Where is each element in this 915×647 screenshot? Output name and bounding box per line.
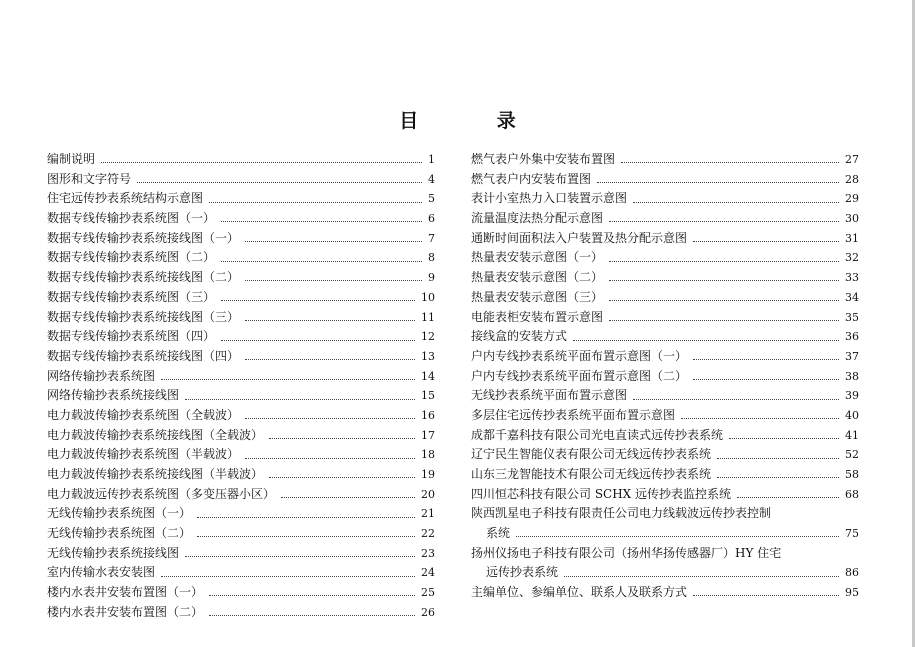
toc-entry[interactable] [471,170,859,190]
toc-entry[interactable] [47,603,435,623]
toc-entry-page: 39 [845,389,859,403]
toc-entry-label: 网络传输抄表系统图 [47,368,156,383]
toc-entry-page: 28 [845,172,859,186]
dot-leader [281,497,415,498]
toc-entry-page: 9 [428,271,435,285]
toc-entry-page: 18 [421,448,435,462]
toc-entry-page: 23 [421,546,435,560]
toc-entry-label: 热量表安装示意图（二） [471,270,604,285]
toc-entry-label: 陕西凯星电子科技有限责任公司电力线载波远传抄表控制 [471,506,772,521]
toc-entry-page: 29 [845,192,859,206]
toc-entry-label: 辽宁民生智能仪表有限公司无线远传抄表系统 [471,447,712,462]
dot-leader [245,418,415,419]
toc-entry[interactable] [47,327,435,347]
toc-entry[interactable] [47,406,435,426]
toc-entry[interactable] [47,524,435,544]
toc-entry-label: 电力载波传输抄表系统图（全载波） [47,407,240,422]
toc-entry[interactable] [471,524,859,544]
toc-entry-label: 远传抄表系统 [486,565,559,580]
toc-entry-page: 14 [421,369,435,383]
toc-entry-label: 热量表安装示意图（一） [471,250,604,265]
toc-entry-page: 19 [421,468,435,481]
toc-entry-page: 27 [845,153,859,166]
toc-entry-page: 13 [421,349,435,363]
toc-entry[interactable] [471,426,859,446]
toc-entry[interactable] [471,485,859,505]
toc-entry-label: 无线传输抄表系统图（二） [47,526,192,541]
toc-entry[interactable] [47,170,435,190]
toc-entry-label: 电能表柜安装布置示意图 [471,309,604,324]
dot-leader [681,418,839,419]
dot-leader [245,359,415,360]
toc-entry-page: 41 [845,428,859,442]
toc-entry-label: 数据专线传输抄表系统接线图（四） [47,348,240,363]
dot-leader [221,261,422,262]
toc-entry[interactable] [471,229,859,249]
toc-entry-label: 电力载波传输抄表系统图（半载波） [47,447,240,462]
dot-leader [209,615,415,616]
dot-leader [717,458,839,459]
toc-entry-page: 21 [421,507,435,521]
toc-entry-page: 33 [845,271,859,285]
toc-entry-label: 表计小室热力入口装置示意图 [471,191,628,206]
dot-leader [597,182,839,183]
toc-entry-page: 40 [845,408,859,422]
toc-entry-label: 接线盒的安装方式 [471,329,568,344]
toc-entry-page: 25 [421,586,435,600]
toc-entry[interactable] [47,386,435,406]
toc-entry[interactable] [47,445,435,465]
toc-entry-label: 数据专线传输抄表系统接线图（三） [47,309,240,324]
toc-entry-label: 室内传输水表安装图 [47,565,156,580]
toc-entry-page: 20 [421,487,435,501]
dot-leader [737,497,839,498]
dot-leader [137,182,422,183]
toc-entry-page: 86 [845,566,859,580]
dot-leader [161,379,415,380]
dot-leader [209,202,422,203]
toc-entry-page: 7 [428,231,435,245]
dot-leader [197,536,415,537]
toc-entry-label: 无线抄表系统平面布置示意图 [471,388,628,403]
toc-entry[interactable] [47,465,435,485]
toc-entry-page: 6 [428,212,435,226]
dot-leader [693,595,839,596]
toc-entry-label: 户内专线抄表系统平面布置示意图（二） [471,368,688,383]
toc-entry[interactable] [47,288,435,308]
toc-entry-page: 38 [845,369,859,383]
dot-leader [564,576,839,577]
toc-entry-page: 95 [845,586,859,600]
toc-entry[interactable] [47,426,435,446]
toc-entry-label: 无线传输抄表系统图（一） [47,506,192,521]
toc-entry[interactable] [47,347,435,367]
toc-entry[interactable] [47,209,435,229]
dot-leader [573,340,839,341]
dot-leader [221,300,415,301]
toc-entry[interactable] [471,268,859,288]
toc-entry[interactable] [471,288,859,308]
toc-entry-label: 流量温度法热分配示意图 [471,211,604,226]
toc-entry-page: 8 [428,251,435,265]
dot-leader [209,595,415,596]
dot-leader [729,438,839,439]
toc-entry-label: 楼内水表井安装布置图（一） [47,585,204,600]
toc-entry[interactable] [471,563,859,583]
toc-entry-page: 22 [421,527,435,541]
toc-entry-label: 燃气表户外集中安装布置图 [471,152,616,166]
toc-entry-page: 1 [428,153,435,166]
toc-entry-page: 4 [428,172,435,186]
toc-entry[interactable] [47,544,435,564]
dot-leader [621,162,839,163]
toc-entry[interactable] [471,308,859,328]
toc-entry-label: 数据专线传输抄表系统图（二） [47,250,216,265]
toc-entry-label: 数据专线传输抄表系统图（三） [47,289,216,304]
toc-entry-label: 电力载波传输抄表系统接线图（半载波） [47,467,264,481]
toc-entry-label: 热量表安装示意图（三） [471,289,604,304]
dot-leader [269,438,415,439]
dot-leader [609,261,839,262]
toc-entry-label: 图形和文字符号 [47,171,132,186]
dot-leader [516,536,839,537]
toc-entry-label: 数据专线传输抄表系统图（四） [47,329,216,344]
dot-leader [693,359,839,360]
toc-entry[interactable] [47,308,435,328]
toc-entry[interactable] [471,406,859,426]
toc-entry[interactable] [471,248,859,268]
toc-entry-label: 成都千嘉科技有限公司光电直读式远传抄表系统 [471,427,724,442]
toc-entry[interactable] [47,485,435,505]
toc-entry-label: 山东三龙智能技术有限公司无线远传抄表系统 [471,467,712,481]
toc-entry-page: 75 [845,527,859,541]
dot-leader [269,477,415,478]
toc-entry-label: 编制说明 [47,152,96,166]
toc-entry-page: 52 [845,448,859,462]
dot-leader [185,556,415,557]
toc-entry[interactable] [47,563,435,583]
toc-entry[interactable] [471,583,859,603]
toc-entry-label: 数据专线传输抄表系统接线图（一） [47,230,240,245]
toc-entry-label: 多层住宅远传抄表系统平面布置示意图 [471,407,676,422]
toc-entry-page: 11 [421,310,435,324]
toc-entry-label: 扬州仪扬电子科技有限公司（扬州华扬传感器厂）HY 住宅 [471,545,782,560]
toc-entry[interactable] [471,544,859,564]
dot-leader [609,221,839,222]
toc-entry-label: 楼内水表井安装布置图（二） [47,604,204,619]
dot-leader [221,221,422,222]
toc-left-column [47,150,435,623]
dot-leader [633,202,839,203]
dot-leader [245,320,415,321]
toc-entry-label: 无线传输抄表系统接线图 [47,545,180,560]
toc-entry-page: 31 [845,231,859,245]
toc-entry[interactable] [47,248,435,268]
dot-leader [245,458,415,459]
toc-entry[interactable] [471,386,859,406]
dot-leader [245,280,422,281]
toc-entry-label: 主编单位、参编单位、联系人及联系方式 [471,585,688,600]
toc-entry[interactable] [47,583,435,603]
page-title: 目 录 [399,110,552,132]
toc-entry-page: 15 [421,389,435,403]
dot-leader [161,576,415,577]
toc-entry-page: 58 [845,468,859,481]
toc-entry-label: 网络传输抄表系统接线图 [47,388,180,403]
dot-leader [693,379,839,380]
dot-leader [633,399,839,400]
toc-entry-page: 16 [421,408,435,422]
toc-entry-page: 26 [421,605,435,619]
dot-leader [185,399,415,400]
toc-entry[interactable] [47,268,435,288]
toc-right-column [471,150,859,603]
toc-entry[interactable] [47,229,435,249]
toc-entry-label: 住宅远传抄表系统结构示意图 [47,191,204,206]
dot-leader [693,241,839,242]
dot-leader [717,477,839,478]
dot-leader [609,280,839,281]
toc-entry[interactable] [471,445,859,465]
dot-leader [101,162,422,163]
toc-entry-page: 35 [845,310,859,324]
dot-leader [197,517,415,518]
toc-entry[interactable] [471,504,859,524]
toc-entry[interactable] [47,150,435,170]
dot-leader [609,320,839,321]
toc-entry[interactable] [471,465,859,485]
toc-entry[interactable] [47,367,435,387]
toc-entry-label: 系统 [486,526,511,541]
toc-entry-label: 数据专线传输抄表系统接线图（二） [47,270,240,285]
toc-entry-page: 10 [421,290,435,304]
toc-entry-label: 户内专线抄表系统平面布置示意图（一） [471,348,688,363]
toc-entry-page: 34 [845,290,859,304]
toc-entry[interactable] [471,150,859,170]
toc-entry-label: 通断时间面积法入户装置及热分配示意图 [471,230,688,245]
toc-entry-page: 17 [421,428,435,442]
toc-entry-page: 32 [845,251,859,265]
toc-entry[interactable] [471,367,859,387]
toc-entry-label: 电力载波传输抄表系统接线图（全载波） [47,427,264,442]
dot-leader [245,241,422,242]
toc-entry-page: 36 [845,330,859,344]
toc-entry-page: 30 [845,212,859,226]
toc-entry[interactable] [47,189,435,209]
toc-entry-label: 电力载波远传抄表系统图（多变压器小区） [47,486,276,501]
toc-entry-label: 四川恒芯科技有限公司 SCHX 远传抄表监控系统 [471,486,732,501]
toc-entry[interactable] [47,504,435,524]
toc-entry-page: 5 [428,192,435,206]
toc-entry[interactable] [471,327,859,347]
toc-entry-page: 68 [845,487,859,501]
toc-entry[interactable] [471,189,859,209]
toc-entry-label: 燃气表户内安装布置图 [471,171,592,186]
toc-entry-label: 数据专线传输抄表系统图（一） [47,211,216,226]
toc-entry[interactable] [471,209,859,229]
toc-entry-page: 12 [421,330,435,344]
toc-entry[interactable] [471,347,859,367]
dot-leader [609,300,839,301]
toc-entry-page: 24 [421,566,435,580]
dot-leader [221,340,415,341]
toc-entry-page: 37 [845,349,859,363]
